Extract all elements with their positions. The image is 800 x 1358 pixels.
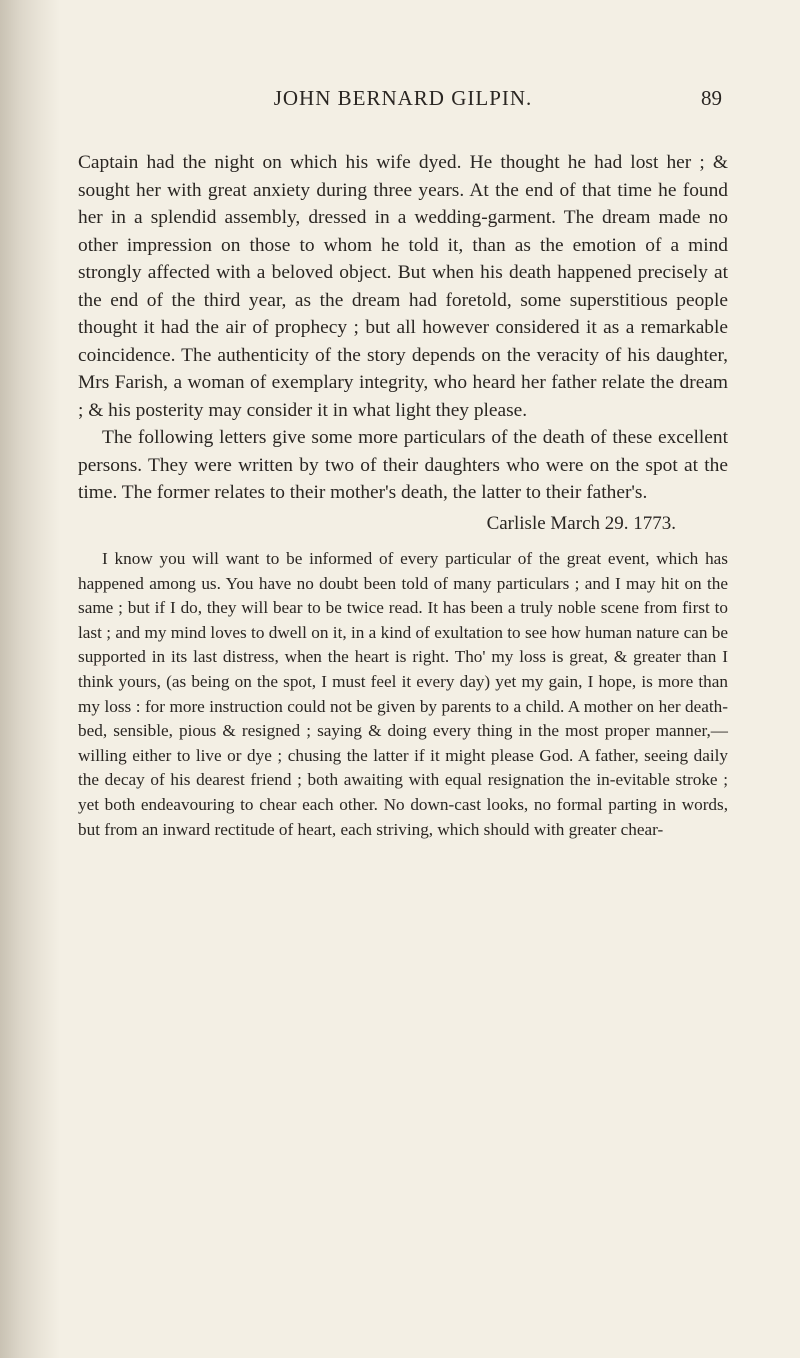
book-page xyxy=(78,0,728,1358)
page-number: 89 xyxy=(701,86,722,110)
body-text xyxy=(78,149,728,842)
running-title: JOHN BERNARD GILPIN. xyxy=(273,86,533,110)
letter-text: I know you will want to be informed of every particular of the great event, which has happened among us. You have no doubt been told of many particulars ; and I may hit on the same ; but if I do, they will bear to be twice read. It has been a truly noble scene from first to last ; and my mind loves to dwell on it, in a kind of exultation to see how human nature can be supported in its last distress, when the heart is right. Tho' my loss is great, & greater than I think yours, (as being on the spot, I must feel it every day) yet my gain, I hope, is more than my loss : for more instruction could not be given by parents to a child. A mother on her death-bed, sensible, pious & resigned ; saying & doing every thing in the most proper manner,—willing either to live or dye ; chusing the latter if it might please God. A father, seeing daily the decay of his dearest friend ; both awaiting with equal resignation the in-evitable stroke ; yet both endeavouring to chear each other. No down-cast looks, no formal parting in words, but from an inward rectitude of heart, each striving, which should with greater chear- xyxy=(78,549,728,839)
letter-dateline: Carlisle March 29. 1773. xyxy=(486,512,676,534)
paragraph-dream-account: Captain had the night on which his wife dyed. He thought he had lost her ; & sought her with great anxiety during three years. At the end of that time he found her in a splendid assembly, dressed in a wedding-garment. The dream made no other impression on those to whom he told it, than as the emotion of a mind strongly affected with a beloved object. But when his death happened precisely at the end of the third year, as the dream had foretold, some superstitious people thought it had the air of prophecy ; but all however considered it as a remarkable coincidence. The authenticity of the story depends on the veracity of his daughter, Mrs Farish, a woman of exemplary integrity, who heard her father relate the dream ; & his posterity may consider it in what light they please. xyxy=(78,152,728,421)
page-binding-shadow xyxy=(0,0,60,1358)
running-header xyxy=(78,86,728,116)
paragraph-letters-intro: The following letters give some more particulars of the death of these excellent persons. They were written by two of their daughters who were on the spot at the time. The former relates to their mother's death, the latter to their father's. xyxy=(78,427,728,503)
